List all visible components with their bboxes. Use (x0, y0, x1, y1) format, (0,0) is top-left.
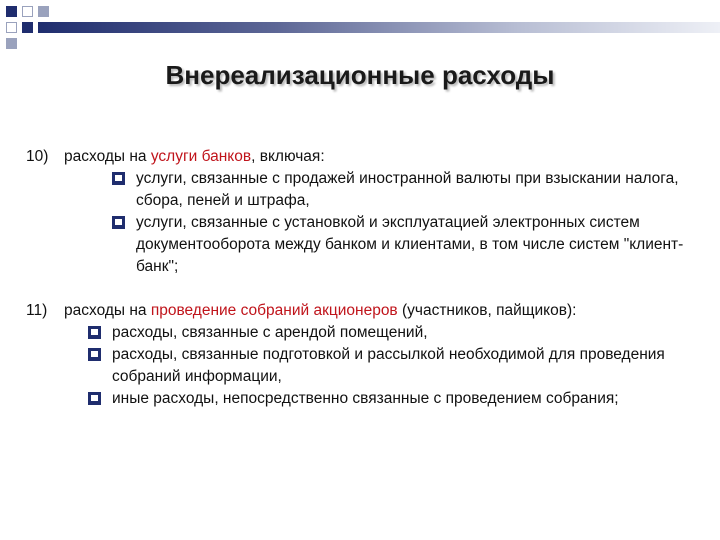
checkbox-bullet-icon (112, 216, 125, 229)
sub-item-text: услуги, связанные с продажей иностранной валюты при взыскании налога, сбора, пеней и штрафа, (136, 170, 679, 209)
decor-square (6, 22, 17, 33)
checkbox-bullet-icon (88, 326, 101, 339)
sub-item-text: расходы, связанные с арендой помещений, (112, 324, 428, 341)
item-number: 10) (26, 148, 49, 165)
sub-list (64, 168, 706, 278)
sub-item-text: иные расходы, непосредственно связанные с проведением собрания; (112, 390, 619, 407)
item-intro (50, 300, 706, 322)
decor-square (22, 6, 33, 17)
item-number: 11) (26, 302, 48, 319)
decor-square (6, 38, 17, 49)
item-intro (64, 146, 706, 168)
checkbox-bullet-icon (112, 172, 125, 185)
intro-text: расходы на (64, 302, 151, 319)
sub-list-item (88, 388, 706, 410)
decor-square (38, 6, 49, 17)
decor-square (6, 6, 17, 17)
list-item-10 (26, 146, 706, 278)
sub-list-item (88, 344, 706, 388)
header-bar (38, 22, 720, 33)
sub-list (64, 322, 706, 410)
sub-list-item (112, 212, 706, 278)
highlighted-term: проведение собраний акционеров (150, 302, 398, 319)
page-title: Внереализационные расходы (165, 60, 555, 90)
intro-text: расходы на (64, 148, 151, 165)
decor-square (22, 22, 33, 33)
list-item-11 (26, 300, 706, 410)
sub-list-item (112, 168, 706, 212)
sub-list-item (88, 322, 706, 344)
sub-item-text: услуги, связанные с установкой и эксплуатацией электронных систем документооборота между банком и клиентами, в том числе систем "клиент-банк"; (136, 214, 684, 275)
checkbox-bullet-icon (88, 348, 101, 361)
sub-item-text: расходы, связанные подготовкой и рассылкой необходимой для проведения собраний информации, (112, 346, 665, 385)
slide-content (26, 146, 706, 410)
intro-text: (участников, пайщиков): (397, 302, 577, 319)
highlighted-term: услуги банков (150, 148, 252, 165)
intro-text: , включая: (251, 148, 325, 165)
checkbox-bullet-icon (88, 392, 101, 405)
